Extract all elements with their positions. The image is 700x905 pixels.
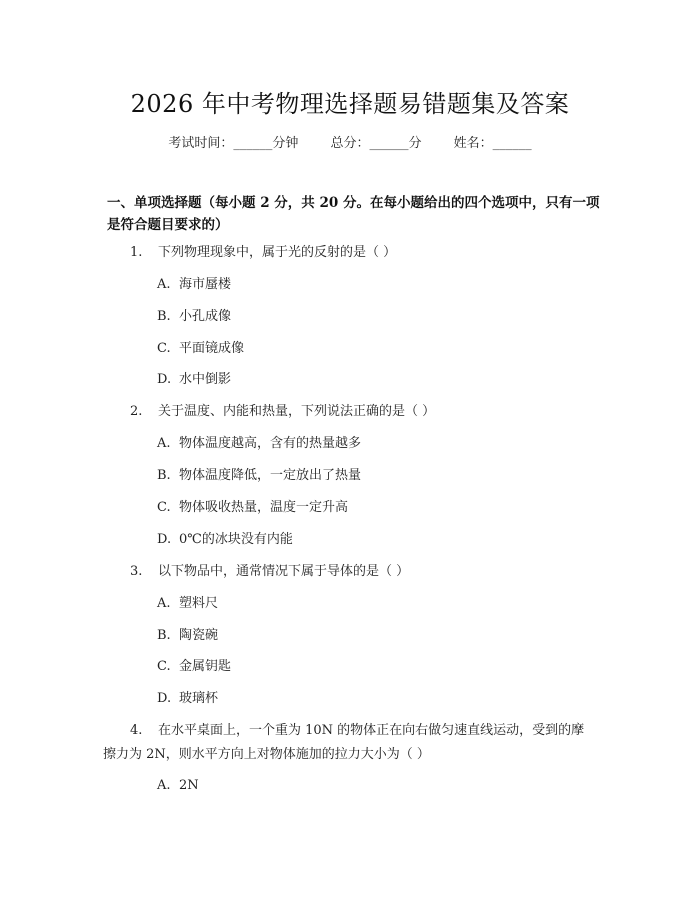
option-letter: B. (157, 468, 171, 483)
option-text: 金属钥匙 (179, 659, 232, 674)
option-letter: C. (157, 659, 171, 674)
option-text: 玻璃杯 (179, 691, 219, 706)
question-text-line-2: 擦力为 2N，则水平方向上对物体施加的拉力大小为（ ） (103, 747, 430, 762)
question-3-option-c (157, 657, 231, 677)
option-letter: A. (157, 596, 171, 611)
option-text: 小孔成像 (179, 309, 232, 324)
page-title: 2026 年中考物理选择题易错题集及答案 (130, 90, 570, 118)
question-number: 3. (130, 564, 143, 579)
option-text: 水中倒影 (179, 372, 232, 387)
option-letter: A. (157, 277, 171, 292)
exam-meta (0, 132, 700, 151)
question-3-option-b (157, 626, 218, 646)
option-text: 海市蜃楼 (179, 277, 232, 292)
option-text: 0℃的冰块没有内能 (179, 532, 293, 547)
section-heading-line-1: 一、单项选择题（每小题 2 分，共 20 分。在每小题给出的四个选项中，只有一项 (107, 195, 600, 211)
question-1-option-c (157, 339, 244, 359)
student-name-field: 姓名：______ (453, 136, 532, 151)
total-score-field: 总分：______分 (330, 136, 422, 151)
question-text: 以下物品中，通常情况下属于导体的是（ ） (158, 564, 410, 579)
option-text: 塑料尺 (179, 596, 219, 611)
option-letter: B. (157, 309, 171, 324)
option-text: 平面镜成像 (179, 341, 245, 356)
question-1-option-a (157, 275, 231, 295)
question-number: 2. (130, 404, 143, 419)
question-1 (130, 241, 600, 265)
exam-time-field: 考试时间：______分钟 (168, 136, 299, 151)
question-3-option-d (157, 689, 218, 709)
question-text-line-1: 在水平桌面上，一个重为 10N 的物体正在向右做匀速直线运动，受到的摩 (158, 723, 585, 738)
option-letter: D. (157, 372, 172, 387)
question-2-option-a (157, 434, 361, 454)
question-1-option-b (157, 307, 231, 327)
question-2-option-d (157, 530, 293, 550)
question-4-option-a (157, 776, 199, 796)
question-number: 1. (130, 245, 143, 260)
option-letter: C. (157, 341, 171, 356)
question-4 (103, 719, 600, 767)
option-text: 物体吸收热量，温度一定升高 (179, 500, 349, 515)
option-letter: C. (157, 500, 171, 515)
question-text: 关于温度、内能和热量，下列说法正确的是（ ） (158, 404, 436, 419)
option-letter: A. (157, 436, 171, 451)
option-text: 物体温度降低，一定放出了热量 (179, 468, 362, 483)
question-2-option-c (157, 498, 348, 518)
option-letter: A. (157, 778, 171, 793)
section-heading (107, 192, 607, 236)
question-2-option-b (157, 466, 361, 486)
option-letter: B. (157, 628, 171, 643)
question-text: 下列物理现象中，属于光的反射的是（ ） (158, 245, 397, 260)
section-heading-line-2: 是符合题目要求的） (107, 217, 229, 233)
option-text: 物体温度越高，含有的热量越多 (179, 436, 362, 451)
option-text: 2N (179, 778, 199, 793)
question-1-option-d (157, 370, 231, 390)
option-text: 陶瓷碗 (179, 628, 219, 643)
question-number: 4. (130, 723, 143, 738)
option-letter: D. (157, 532, 172, 547)
question-3 (130, 560, 600, 584)
question-2 (130, 400, 600, 424)
option-letter: D. (157, 691, 172, 706)
question-3-option-a (157, 594, 218, 614)
